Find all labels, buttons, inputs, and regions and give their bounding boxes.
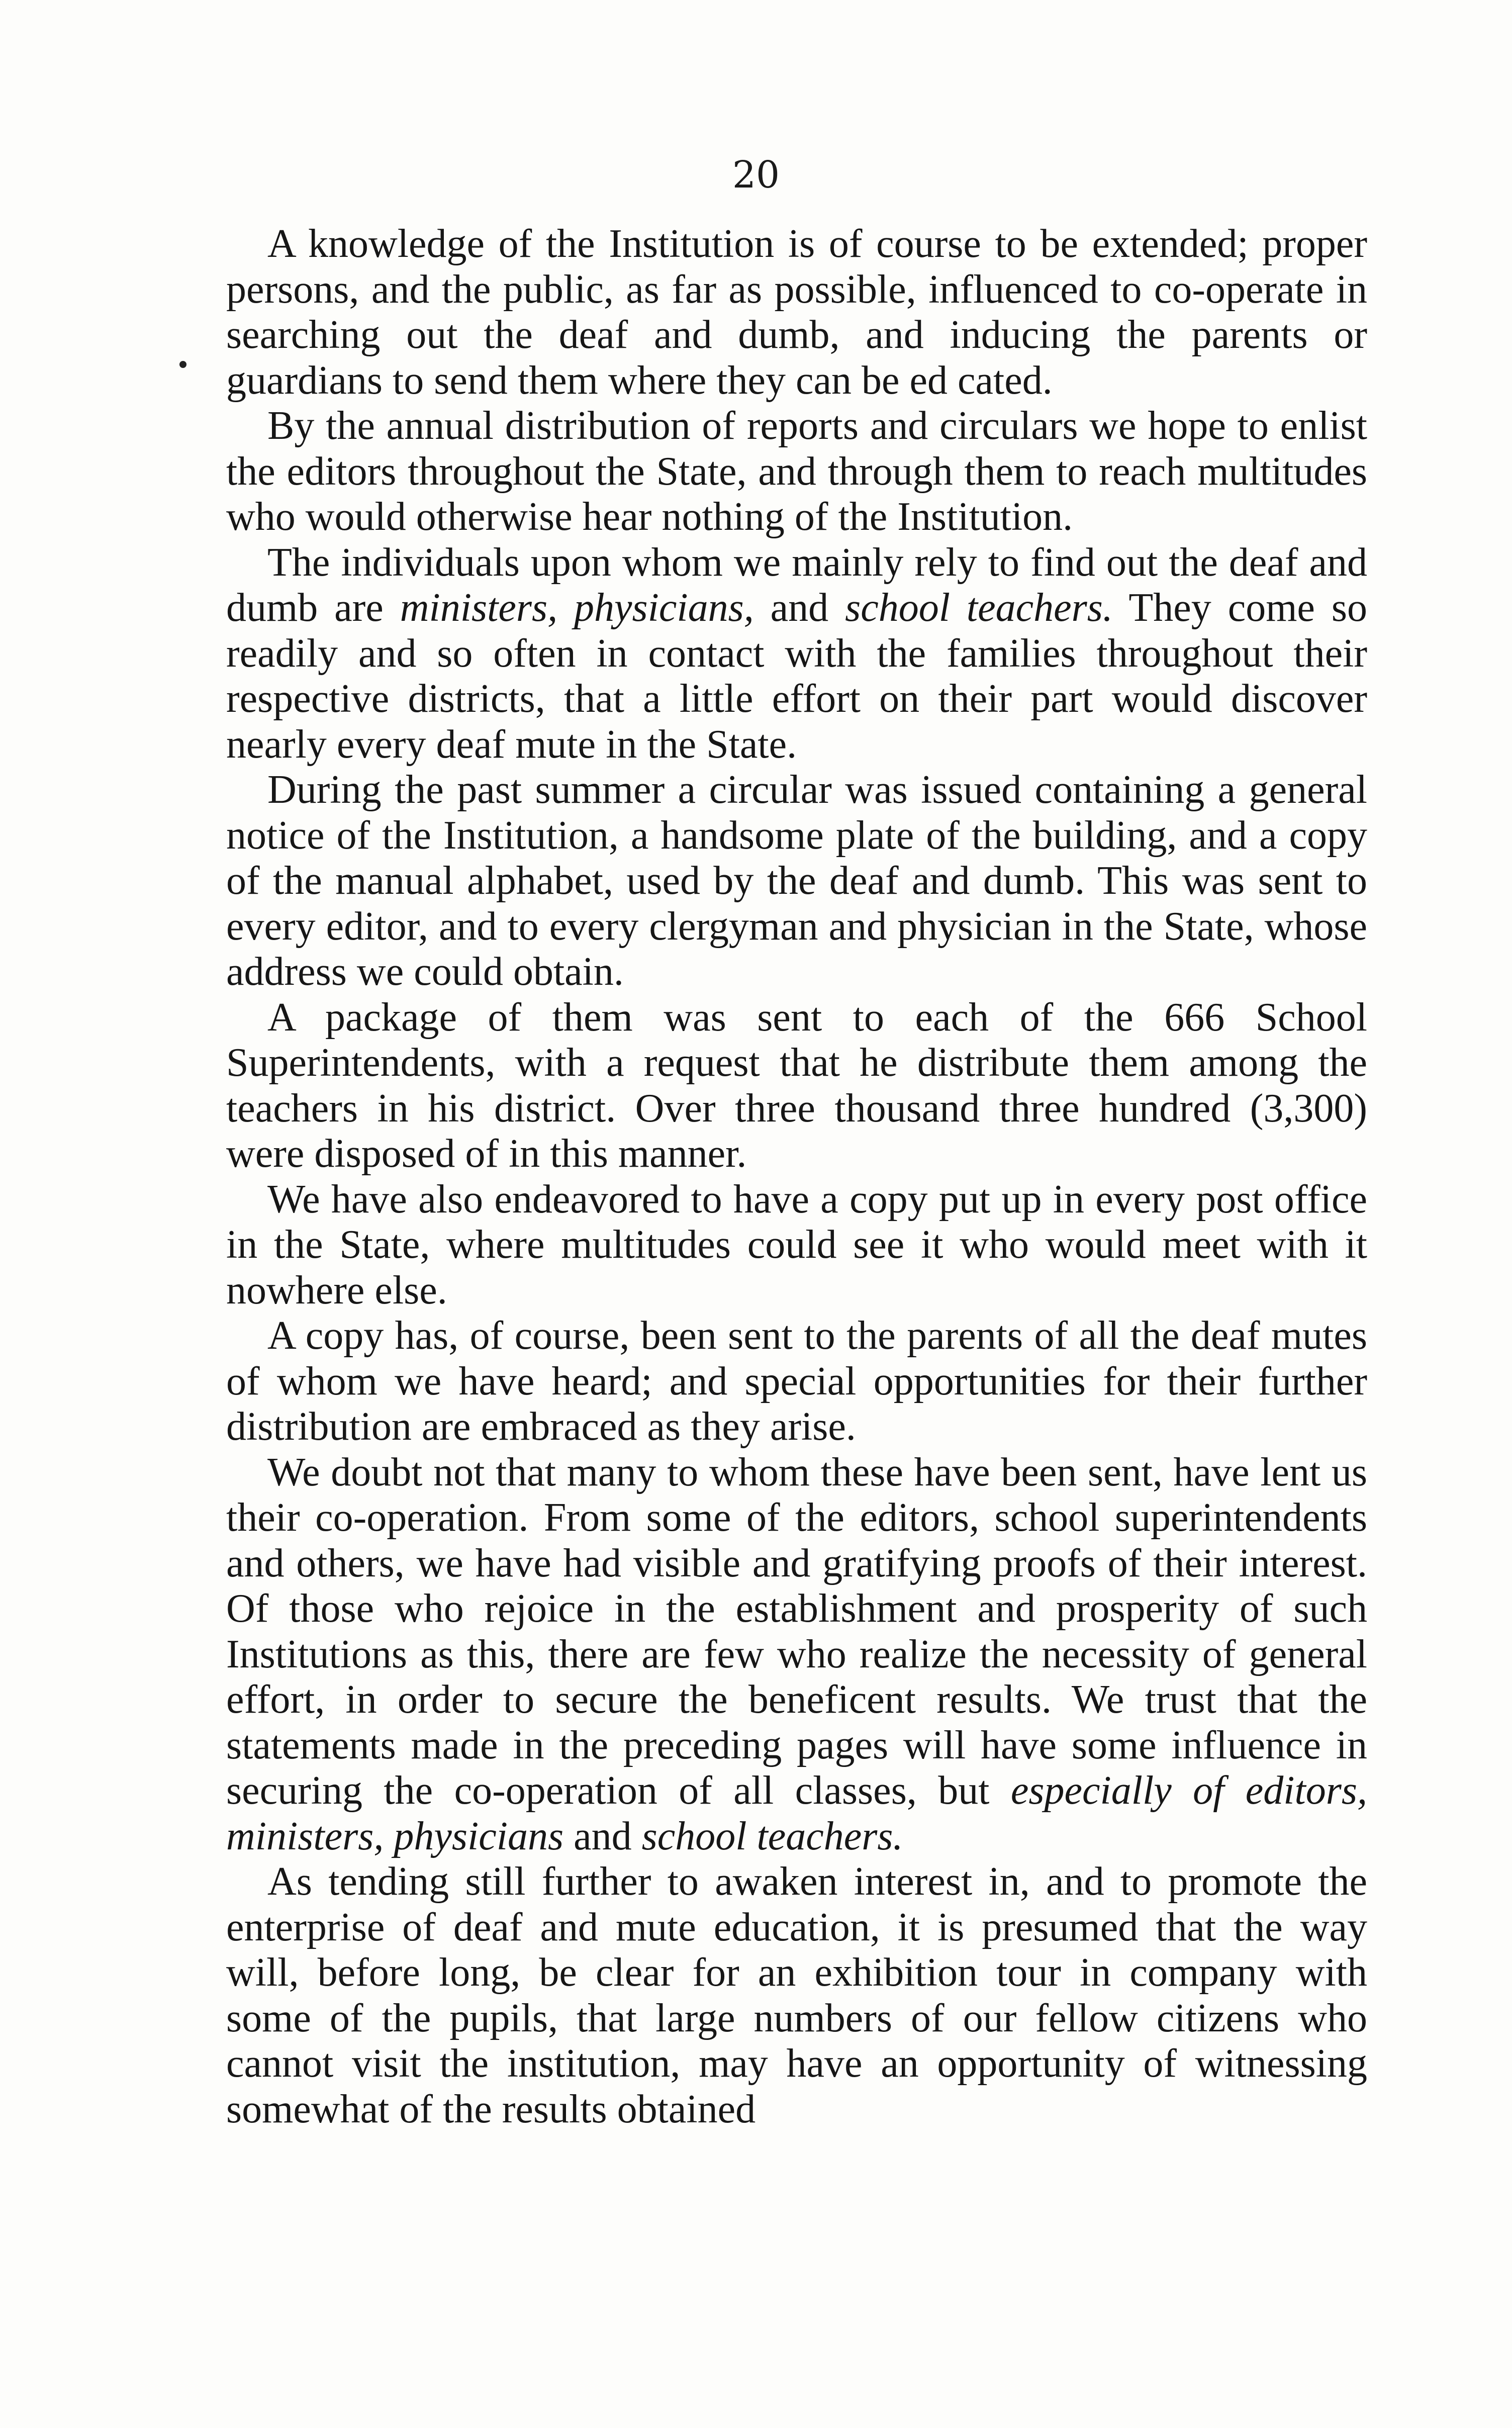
paragraph-text: The individuals upon whom we mainly rely to find out the deaf and dumb are bbox=[226, 540, 1367, 630]
italic-text: ministers, physicians, bbox=[400, 586, 754, 630]
margin-ink-dot bbox=[179, 361, 186, 368]
paragraph bbox=[226, 995, 1367, 1177]
italic-text: especially of editors, ministers, physicians bbox=[226, 1768, 1368, 1858]
paragraph bbox=[226, 767, 1367, 995]
paragraph-text: A package of them was sent to each of the 666 School Superintendents, with a request that he distribute them among the teachers in his district. Over three thousand three hundred (3,300) were disposed of in this manner. bbox=[226, 995, 1367, 1176]
paragraph bbox=[226, 1450, 1367, 1859]
paragraph bbox=[226, 403, 1367, 540]
paragraph bbox=[226, 1859, 1367, 2132]
body-text bbox=[226, 221, 1367, 2132]
paragraph-text: A copy has, of course, been sent to the parents of all the deaf mutes of whom we have heard; and special opportunities for their further distribution are embraced as they arise. bbox=[226, 1314, 1367, 1449]
page-number: 20 bbox=[732, 153, 780, 197]
paragraph-text: We doubt not that many to whom these have been sent, have lent us their co-operation. From some of the editors, school superintendents and others, we have had visible and gratifying proofs of their interest. Of those who rejoice in the establishment and prosperity of such Institutions as this, there are few who realize the necessity of general effort, in order to secure the beneficent results. We trust that the statements made in the preceding pages will have some influence in securing the co-operation of all classes, but bbox=[226, 1450, 1367, 1813]
paragraph-text: They come so readily and so often in contact with the families throughout their respective districts, that a little effort on their part would discover nearly every deaf mute in the State. bbox=[226, 586, 1367, 767]
italic-text: school teachers. bbox=[845, 586, 1113, 630]
paragraph-text: As tending still further to awaken interest in, and to promote the enterprise of deaf and mute education, it is presumed that the way will, before long, be clear for an exhibition tour in company with some of the pupils, that large numbers of our fellow citizens who cannot visit the institution, may have an opportunity of witnessing somewhat of the results obtained bbox=[226, 1859, 1367, 2131]
paragraph bbox=[226, 1177, 1367, 1314]
paragraph-text: and bbox=[563, 1814, 642, 1858]
paragraph bbox=[226, 221, 1367, 403]
paragraph-text: and bbox=[753, 586, 845, 630]
paragraph bbox=[226, 540, 1367, 768]
italic-text: school teachers. bbox=[641, 1814, 903, 1858]
paragraph-text: By the annual distribution of reports and circulars we hope to enlist the editors throughout the State, and through them to reach multitudes who would otherwise hear nothing of the Institution. bbox=[226, 404, 1367, 539]
paragraph bbox=[226, 1313, 1367, 1450]
paragraph-text: We have also endeavored to have a copy put up in every post office in the State, where multitudes could see it who would meet with it nowhere else. bbox=[226, 1177, 1367, 1313]
paragraph-text: During the past summer a circular was issued containing a general notice of the Institution, a handsome plate of the building, and a copy of the manual alphabet, used by the deaf and dumb. This was sent to every editor, and to every clergyman and physician in the State, whose address we could obtain. bbox=[226, 768, 1367, 994]
paragraph-text: A knowledge of the Institution is of course to be extended; proper persons, and the public, as far as possible, influenced to co-operate in searching out the deaf and dumb, and inducing the parents or guardians to send them where they can be ed cated. bbox=[226, 222, 1367, 403]
